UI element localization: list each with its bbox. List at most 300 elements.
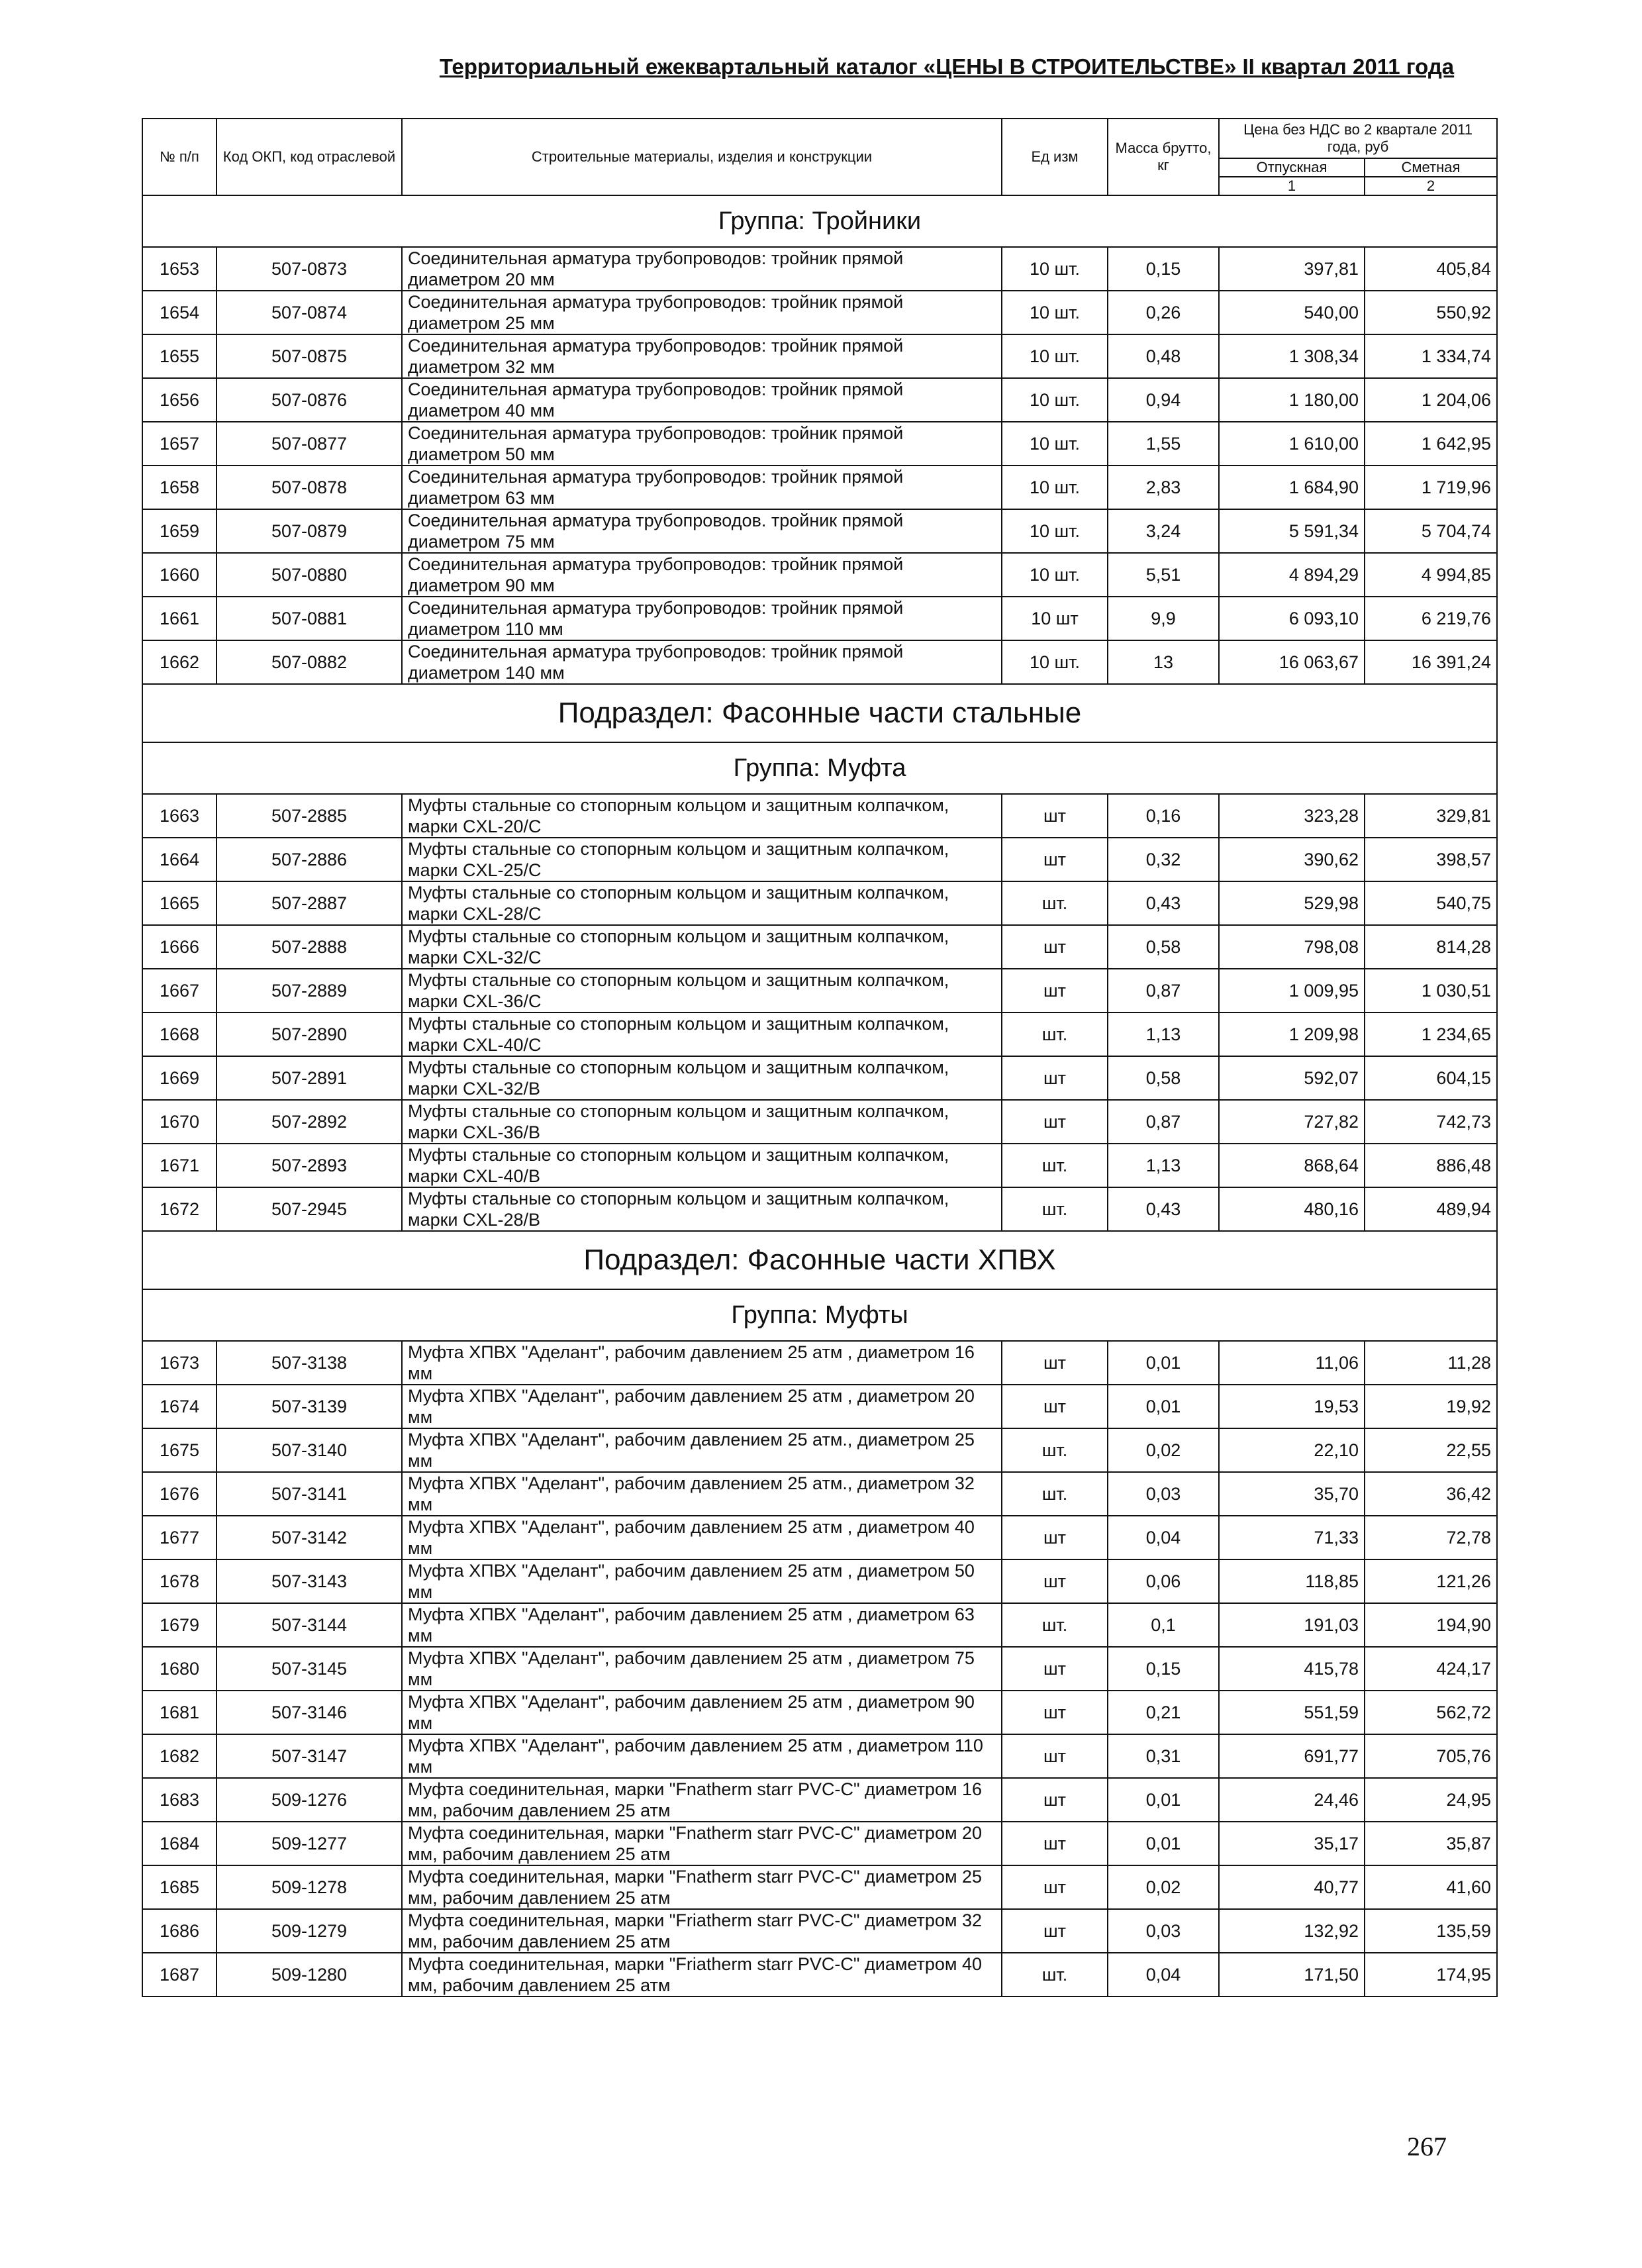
item-number: 1659	[142, 509, 217, 553]
header-mass: Масса брутто, кг	[1108, 119, 1219, 195]
table-row	[142, 509, 1497, 553]
table-row	[142, 334, 1497, 378]
item-name: Муфта ХПВХ "Аделант", рабочим давлением 25 атм , диаметром 110 мм	[402, 1734, 1002, 1778]
item-price-estimate: 886,48	[1365, 1144, 1497, 1187]
item-code: 507-3140	[217, 1428, 402, 1472]
item-code: 507-0878	[217, 466, 402, 509]
item-price-estimate: 16 391,24	[1365, 640, 1497, 684]
item-price-estimate: 19,92	[1365, 1385, 1497, 1428]
item-mass: 0,03	[1108, 1472, 1219, 1516]
item-code: 509-1276	[217, 1778, 402, 1822]
item-unit: шт.	[1002, 1603, 1108, 1647]
table-row	[142, 1341, 1497, 1385]
item-name: Муфта соединительная, марки "Friatherm starr PVC-C" диаметром 32 мм, рабочим давлением 25 атм	[402, 1909, 1002, 1953]
table-row	[142, 640, 1497, 684]
subsection-row	[142, 684, 1497, 742]
item-mass: 0,26	[1108, 291, 1219, 334]
item-name: Муфта ХПВХ "Аделант", рабочим давлением 25 атм , диаметром 20 мм	[402, 1385, 1002, 1428]
item-name: Муфта соединительная, марки "Fnatherm starr PVC-C" диаметром 25 мм, рабочим давлением 25 атм	[402, 1865, 1002, 1909]
item-unit: шт	[1002, 1056, 1108, 1100]
item-price-estimate: 705,76	[1365, 1734, 1497, 1778]
item-number: 1684	[142, 1822, 217, 1865]
item-price-release: 480,16	[1219, 1187, 1365, 1231]
item-mass: 0,87	[1108, 969, 1219, 1012]
table-row	[142, 1012, 1497, 1056]
item-unit: 10 шт.	[1002, 466, 1108, 509]
group-row	[142, 742, 1497, 794]
column-number: 2	[1365, 177, 1497, 195]
item-unit: шт.	[1002, 881, 1108, 925]
item-mass: 0,94	[1108, 378, 1219, 422]
item-number: 1658	[142, 466, 217, 509]
item-unit: шт	[1002, 1341, 1108, 1385]
item-code: 507-2890	[217, 1012, 402, 1056]
page-title: Территориальный ежеквартальный каталог «ЦЕНЫ В СТРОИТЕЛЬСТВЕ» II квартал 2011 года	[439, 54, 1455, 79]
item-unit: шт	[1002, 1647, 1108, 1691]
item-price-release: 691,77	[1219, 1734, 1365, 1778]
item-price-release: 415,78	[1219, 1647, 1365, 1691]
item-name: Муфты стальные со стопорным кольцом и защитным колпачком, марки CXL-40/B	[402, 1144, 1002, 1187]
item-code: 509-1280	[217, 1953, 402, 1997]
item-code: 507-3145	[217, 1647, 402, 1691]
item-number: 1685	[142, 1865, 217, 1909]
item-code: 507-3138	[217, 1341, 402, 1385]
item-price-estimate: 1 719,96	[1365, 466, 1497, 509]
table-row	[142, 1385, 1497, 1428]
table-row	[142, 794, 1497, 838]
item-unit: шт	[1002, 1559, 1108, 1603]
item-mass: 0,04	[1108, 1953, 1219, 1997]
table-row	[142, 291, 1497, 334]
item-price-release: 727,82	[1219, 1100, 1365, 1144]
item-number: 1667	[142, 969, 217, 1012]
item-code: 507-0882	[217, 640, 402, 684]
item-number: 1668	[142, 1012, 217, 1056]
table-row	[142, 597, 1497, 640]
table-row	[142, 1428, 1497, 1472]
item-price-release: 798,08	[1219, 925, 1365, 969]
item-unit: шт	[1002, 794, 1108, 838]
item-price-estimate: 424,17	[1365, 1647, 1497, 1691]
item-price-estimate: 135,59	[1365, 1909, 1497, 1953]
item-number: 1686	[142, 1909, 217, 1953]
item-mass: 9,9	[1108, 597, 1219, 640]
item-unit: 10 шт.	[1002, 553, 1108, 597]
item-price-release: 390,62	[1219, 838, 1365, 881]
item-unit: шт.	[1002, 1472, 1108, 1516]
item-name: Муфты стальные со стопорным кольцом и защитным колпачком, марки CXL-25/C	[402, 838, 1002, 881]
item-price-release: 397,81	[1219, 247, 1365, 291]
item-code: 507-2892	[217, 1100, 402, 1144]
subsection-title: Подраздел: Фасонные части стальные	[142, 684, 1497, 742]
item-mass: 0,21	[1108, 1691, 1219, 1734]
item-price-estimate: 1 334,74	[1365, 334, 1497, 378]
table-row	[142, 1778, 1497, 1822]
header-price: Цена без НДС во 2 квартале 2011 года, руб	[1219, 119, 1497, 158]
item-price-estimate: 398,57	[1365, 838, 1497, 881]
item-name: Муфта ХПВХ "Аделант", рабочим давлением 25 атм , диаметром 63 мм	[402, 1603, 1002, 1647]
item-unit: шт	[1002, 1516, 1108, 1559]
item-number: 1653	[142, 247, 217, 291]
item-code: 507-3142	[217, 1516, 402, 1559]
item-price-release: 4 894,29	[1219, 553, 1365, 597]
item-number: 1683	[142, 1778, 217, 1822]
item-unit: шт.	[1002, 1953, 1108, 1997]
subsection-title: Подраздел: Фасонные части ХПВХ	[142, 1231, 1497, 1289]
item-price-release: 16 063,67	[1219, 640, 1365, 684]
item-price-estimate: 550,92	[1365, 291, 1497, 334]
group-title: Группа: Муфта	[142, 742, 1497, 794]
item-unit: шт.	[1002, 1428, 1108, 1472]
item-price-release: 191,03	[1219, 1603, 1365, 1647]
item-mass: 0,31	[1108, 1734, 1219, 1778]
group-row	[142, 1289, 1497, 1341]
item-unit: шт	[1002, 1909, 1108, 1953]
item-number: 1654	[142, 291, 217, 334]
item-code: 507-0874	[217, 291, 402, 334]
item-price-release: 40,77	[1219, 1865, 1365, 1909]
item-name: Муфты стальные со стопорным кольцом и защитным колпачком, марки CXL-32/B	[402, 1056, 1002, 1100]
item-mass: 0,01	[1108, 1341, 1219, 1385]
item-mass: 0,01	[1108, 1822, 1219, 1865]
item-price-estimate: 540,75	[1365, 881, 1497, 925]
item-price-estimate: 329,81	[1365, 794, 1497, 838]
item-mass: 0,02	[1108, 1865, 1219, 1909]
item-code: 507-2889	[217, 969, 402, 1012]
item-unit: шт.	[1002, 1187, 1108, 1231]
item-mass: 0,87	[1108, 1100, 1219, 1144]
item-number: 1677	[142, 1516, 217, 1559]
table-row	[142, 1822, 1497, 1865]
item-mass: 0,58	[1108, 925, 1219, 969]
item-name: Соединительная арматура трубопроводов: тройник прямой диаметром 20 мм	[402, 247, 1002, 291]
item-name: Соединительная арматура трубопроводов: тройник прямой диаметром 40 мм	[402, 378, 1002, 422]
item-price-release: 1 308,34	[1219, 334, 1365, 378]
item-code: 507-3141	[217, 1472, 402, 1516]
item-mass: 1,13	[1108, 1144, 1219, 1187]
item-mass: 3,24	[1108, 509, 1219, 553]
item-price-release: 171,50	[1219, 1953, 1365, 1997]
item-price-release: 529,98	[1219, 881, 1365, 925]
item-name: Соединительная арматура трубопроводов. тройник прямой диаметром 75 мм	[402, 509, 1002, 553]
item-price-release: 35,17	[1219, 1822, 1365, 1865]
item-name: Муфты стальные со стопорным кольцом и защитным колпачком, марки CXL-32/C	[402, 925, 1002, 969]
group-row	[142, 195, 1497, 247]
table-header-row	[142, 119, 1497, 158]
item-price-release: 868,64	[1219, 1144, 1365, 1187]
table-row	[142, 969, 1497, 1012]
item-number: 1655	[142, 334, 217, 378]
item-name: Муфта ХПВХ "Аделант", рабочим давлением 25 атм., диаметром 32 мм	[402, 1472, 1002, 1516]
table-row	[142, 1187, 1497, 1231]
item-price-release: 1 180,00	[1219, 378, 1365, 422]
table-row	[142, 838, 1497, 881]
table-row	[142, 1472, 1497, 1516]
item-name: Муфты стальные со стопорным кольцом и защитным колпачком, марки CXL-36/C	[402, 969, 1002, 1012]
item-number: 1669	[142, 1056, 217, 1100]
header-code: Код ОКП, код отраслевой	[217, 119, 402, 195]
item-mass: 0,43	[1108, 881, 1219, 925]
item-name: Соединительная арматура трубопроводов: тройник прямой диаметром 25 мм	[402, 291, 1002, 334]
table-row	[142, 1734, 1497, 1778]
item-number: 1671	[142, 1144, 217, 1187]
table-row	[142, 925, 1497, 969]
item-price-estimate: 36,42	[1365, 1472, 1497, 1516]
item-price-estimate: 405,84	[1365, 247, 1497, 291]
item-mass: 1,55	[1108, 422, 1219, 466]
item-price-estimate: 24,95	[1365, 1778, 1497, 1822]
item-mass: 0,02	[1108, 1428, 1219, 1472]
item-price-estimate: 121,26	[1365, 1559, 1497, 1603]
item-code: 507-2893	[217, 1144, 402, 1187]
item-unit: шт	[1002, 969, 1108, 1012]
item-number: 1670	[142, 1100, 217, 1144]
item-unit: 10 шт.	[1002, 378, 1108, 422]
item-name: Муфты стальные со стопорным кольцом и защитным колпачком, марки CXL-40/C	[402, 1012, 1002, 1056]
item-unit: шт	[1002, 1100, 1108, 1144]
item-name: Муфта соединительная, марки "Friatherm starr PVC-C" диаметром 40 мм, рабочим давлением 25 атм	[402, 1953, 1002, 1997]
item-price-estimate: 22,55	[1365, 1428, 1497, 1472]
header-price-release: Отпускная	[1219, 158, 1365, 177]
item-price-release: 132,92	[1219, 1909, 1365, 1953]
item-name: Муфта ХПВХ "Аделант", рабочим давлением 25 атм , диаметром 16 мм	[402, 1341, 1002, 1385]
item-price-release: 540,00	[1219, 291, 1365, 334]
table-row	[142, 1559, 1497, 1603]
table-row	[142, 1647, 1497, 1691]
item-mass: 0,58	[1108, 1056, 1219, 1100]
item-mass: 0,43	[1108, 1187, 1219, 1231]
item-unit: шт	[1002, 838, 1108, 881]
item-code: 509-1277	[217, 1822, 402, 1865]
item-mass: 0,01	[1108, 1385, 1219, 1428]
item-price-release: 1 009,95	[1219, 969, 1365, 1012]
item-number: 1672	[142, 1187, 217, 1231]
item-unit: 10 шт.	[1002, 247, 1108, 291]
item-price-release: 551,59	[1219, 1691, 1365, 1734]
item-price-estimate: 5 704,74	[1365, 509, 1497, 553]
item-number: 1687	[142, 1953, 217, 1997]
item-name: Муфта соединительная, марки "Fnatherm starr PVC-C" диаметром 16 мм, рабочим давлением 25 атм	[402, 1778, 1002, 1822]
group-title: Группа: Тройники	[142, 195, 1497, 247]
item-code: 509-1278	[217, 1865, 402, 1909]
item-price-release: 35,70	[1219, 1472, 1365, 1516]
item-name: Соединительная арматура трубопроводов: тройник прямой диаметром 32 мм	[402, 334, 1002, 378]
item-code: 507-2888	[217, 925, 402, 969]
item-price-release: 1 684,90	[1219, 466, 1365, 509]
item-mass: 13	[1108, 640, 1219, 684]
item-code: 507-0880	[217, 553, 402, 597]
item-unit: 10 шт.	[1002, 422, 1108, 466]
table-row	[142, 1909, 1497, 1953]
item-price-estimate: 604,15	[1365, 1056, 1497, 1100]
item-number: 1679	[142, 1603, 217, 1647]
item-price-estimate: 1 030,51	[1365, 969, 1497, 1012]
item-mass: 1,13	[1108, 1012, 1219, 1056]
price-table	[142, 118, 1498, 1997]
item-mass: 0,01	[1108, 1778, 1219, 1822]
table-row	[142, 378, 1497, 422]
item-number: 1656	[142, 378, 217, 422]
item-code: 507-2885	[217, 794, 402, 838]
page-number: 267	[1407, 2132, 1447, 2161]
table-row	[142, 1144, 1497, 1187]
item-price-release: 1 610,00	[1219, 422, 1365, 466]
item-price-estimate: 4 994,85	[1365, 553, 1497, 597]
item-number: 1661	[142, 597, 217, 640]
item-name: Муфты стальные со стопорным кольцом и защитным колпачком, марки CXL-36/B	[402, 1100, 1002, 1144]
item-name: Муфты стальные со стопорным кольцом и защитным колпачком, марки CXL-20/C	[402, 794, 1002, 838]
table-row	[142, 466, 1497, 509]
item-number: 1660	[142, 553, 217, 597]
item-unit: шт	[1002, 925, 1108, 969]
item-price-release: 118,85	[1219, 1559, 1365, 1603]
item-number: 1673	[142, 1341, 217, 1385]
item-code: 507-0879	[217, 509, 402, 553]
item-number: 1681	[142, 1691, 217, 1734]
item-unit: шт	[1002, 1822, 1108, 1865]
item-name: Соединительная арматура трубопроводов: тройник прямой диаметром 90 мм	[402, 553, 1002, 597]
item-price-estimate: 742,73	[1365, 1100, 1497, 1144]
column-number: 1	[1219, 177, 1365, 195]
item-number: 1680	[142, 1647, 217, 1691]
item-unit: 10 шт.	[1002, 334, 1108, 378]
table-row	[142, 1100, 1497, 1144]
item-price-estimate: 174,95	[1365, 1953, 1497, 1997]
header-name: Строительные материалы, изделия и конструкции	[402, 119, 1002, 195]
item-price-release: 19,53	[1219, 1385, 1365, 1428]
item-price-release: 592,07	[1219, 1056, 1365, 1100]
item-number: 1657	[142, 422, 217, 466]
item-mass: 0,03	[1108, 1909, 1219, 1953]
item-unit: 10 шт.	[1002, 640, 1108, 684]
group-title: Группа: Муфты	[142, 1289, 1497, 1341]
item-price-release: 6 093,10	[1219, 597, 1365, 640]
item-name: Муфта ХПВХ "Аделант", рабочим давлением 25 атм , диаметром 90 мм	[402, 1691, 1002, 1734]
item-mass: 0,04	[1108, 1516, 1219, 1559]
item-price-estimate: 1 204,06	[1365, 378, 1497, 422]
item-price-release: 11,06	[1219, 1341, 1365, 1385]
item-name: Муфта ХПВХ "Аделант", рабочим давлением 25 атм , диаметром 75 мм	[402, 1647, 1002, 1691]
item-price-estimate: 41,60	[1365, 1865, 1497, 1909]
item-price-estimate: 562,72	[1365, 1691, 1497, 1734]
item-unit: шт	[1002, 1385, 1108, 1428]
table-row	[142, 422, 1497, 466]
item-mass: 0,16	[1108, 794, 1219, 838]
table-row	[142, 1953, 1497, 1997]
item-price-estimate: 1 642,95	[1365, 422, 1497, 466]
item-price-estimate: 489,94	[1365, 1187, 1497, 1231]
item-code: 507-0876	[217, 378, 402, 422]
item-number: 1676	[142, 1472, 217, 1516]
item-price-estimate: 1 234,65	[1365, 1012, 1497, 1056]
item-code: 507-3143	[217, 1559, 402, 1603]
item-number: 1662	[142, 640, 217, 684]
item-code: 507-0873	[217, 247, 402, 291]
item-number: 1666	[142, 925, 217, 969]
item-number: 1678	[142, 1559, 217, 1603]
item-number: 1664	[142, 838, 217, 881]
item-price-release: 323,28	[1219, 794, 1365, 838]
item-code: 507-3147	[217, 1734, 402, 1778]
item-name: Соединительная арматура трубопроводов: тройник прямой диаметром 140 мм	[402, 640, 1002, 684]
item-name: Муфта соединительная, марки "Fnatherm starr PVC-C" диаметром 20 мм, рабочим давлением 25 атм	[402, 1822, 1002, 1865]
item-number: 1665	[142, 881, 217, 925]
item-number: 1675	[142, 1428, 217, 1472]
item-code: 507-0877	[217, 422, 402, 466]
item-price-estimate: 194,90	[1365, 1603, 1497, 1647]
item-name: Муфты стальные со стопорным кольцом и защитным колпачком, марки CXL-28/B	[402, 1187, 1002, 1231]
item-code: 507-3144	[217, 1603, 402, 1647]
item-mass: 0,32	[1108, 838, 1219, 881]
item-price-release: 1 209,98	[1219, 1012, 1365, 1056]
item-number: 1663	[142, 794, 217, 838]
item-unit: шт.	[1002, 1144, 1108, 1187]
item-unit: шт	[1002, 1734, 1108, 1778]
item-unit: шт	[1002, 1778, 1108, 1822]
table-row	[142, 1865, 1497, 1909]
item-code: 507-0881	[217, 597, 402, 640]
header-no: № п/п	[142, 119, 217, 195]
item-price-release: 22,10	[1219, 1428, 1365, 1472]
item-code: 507-2886	[217, 838, 402, 881]
item-mass: 0,15	[1108, 247, 1219, 291]
item-code: 507-0875	[217, 334, 402, 378]
item-unit: 10 шт.	[1002, 509, 1108, 553]
item-price-release: 71,33	[1219, 1516, 1365, 1559]
item-name: Соединительная арматура трубопроводов: тройник прямой диаметром 63 мм	[402, 466, 1002, 509]
item-mass: 2,83	[1108, 466, 1219, 509]
item-unit: шт.	[1002, 1012, 1108, 1056]
table-row	[142, 1691, 1497, 1734]
item-number: 1674	[142, 1385, 217, 1428]
item-name: Соединительная арматура трубопроводов: тройник прямой диаметром 50 мм	[402, 422, 1002, 466]
item-price-release: 5 591,34	[1219, 509, 1365, 553]
header-price-estimate: Сметная	[1365, 158, 1497, 177]
item-code: 509-1279	[217, 1909, 402, 1953]
table-row	[142, 247, 1497, 291]
item-name: Муфта ХПВХ "Аделант", рабочим давлением 25 атм., диаметром 25 мм	[402, 1428, 1002, 1472]
table-row	[142, 1516, 1497, 1559]
table-row	[142, 1603, 1497, 1647]
item-mass: 5,51	[1108, 553, 1219, 597]
item-price-estimate: 72,78	[1365, 1516, 1497, 1559]
item-price-estimate: 6 219,76	[1365, 597, 1497, 640]
table-row	[142, 553, 1497, 597]
item-mass: 0,48	[1108, 334, 1219, 378]
item-unit: 10 шт.	[1002, 291, 1108, 334]
item-price-release: 24,46	[1219, 1778, 1365, 1822]
item-unit: шт	[1002, 1865, 1108, 1909]
item-name: Муфта ХПВХ "Аделант", рабочим давлением 25 атм , диаметром 50 мм	[402, 1559, 1002, 1603]
item-code: 507-2891	[217, 1056, 402, 1100]
item-number: 1682	[142, 1734, 217, 1778]
table-row	[142, 881, 1497, 925]
table-row	[142, 1056, 1497, 1100]
header-unit: Ед изм	[1002, 119, 1108, 195]
item-price-estimate: 11,28	[1365, 1341, 1497, 1385]
subsection-row	[142, 1231, 1497, 1289]
item-unit: шт	[1002, 1691, 1108, 1734]
item-unit: 10 шт	[1002, 597, 1108, 640]
item-code: 507-2945	[217, 1187, 402, 1231]
item-name: Соединительная арматура трубопроводов: тройник прямой диаметром 110 мм	[402, 597, 1002, 640]
item-code: 507-3139	[217, 1385, 402, 1428]
item-mass: 0,1	[1108, 1603, 1219, 1647]
item-price-estimate: 814,28	[1365, 925, 1497, 969]
item-price-estimate: 35,87	[1365, 1822, 1497, 1865]
item-mass: 0,06	[1108, 1559, 1219, 1603]
item-code: 507-2887	[217, 881, 402, 925]
